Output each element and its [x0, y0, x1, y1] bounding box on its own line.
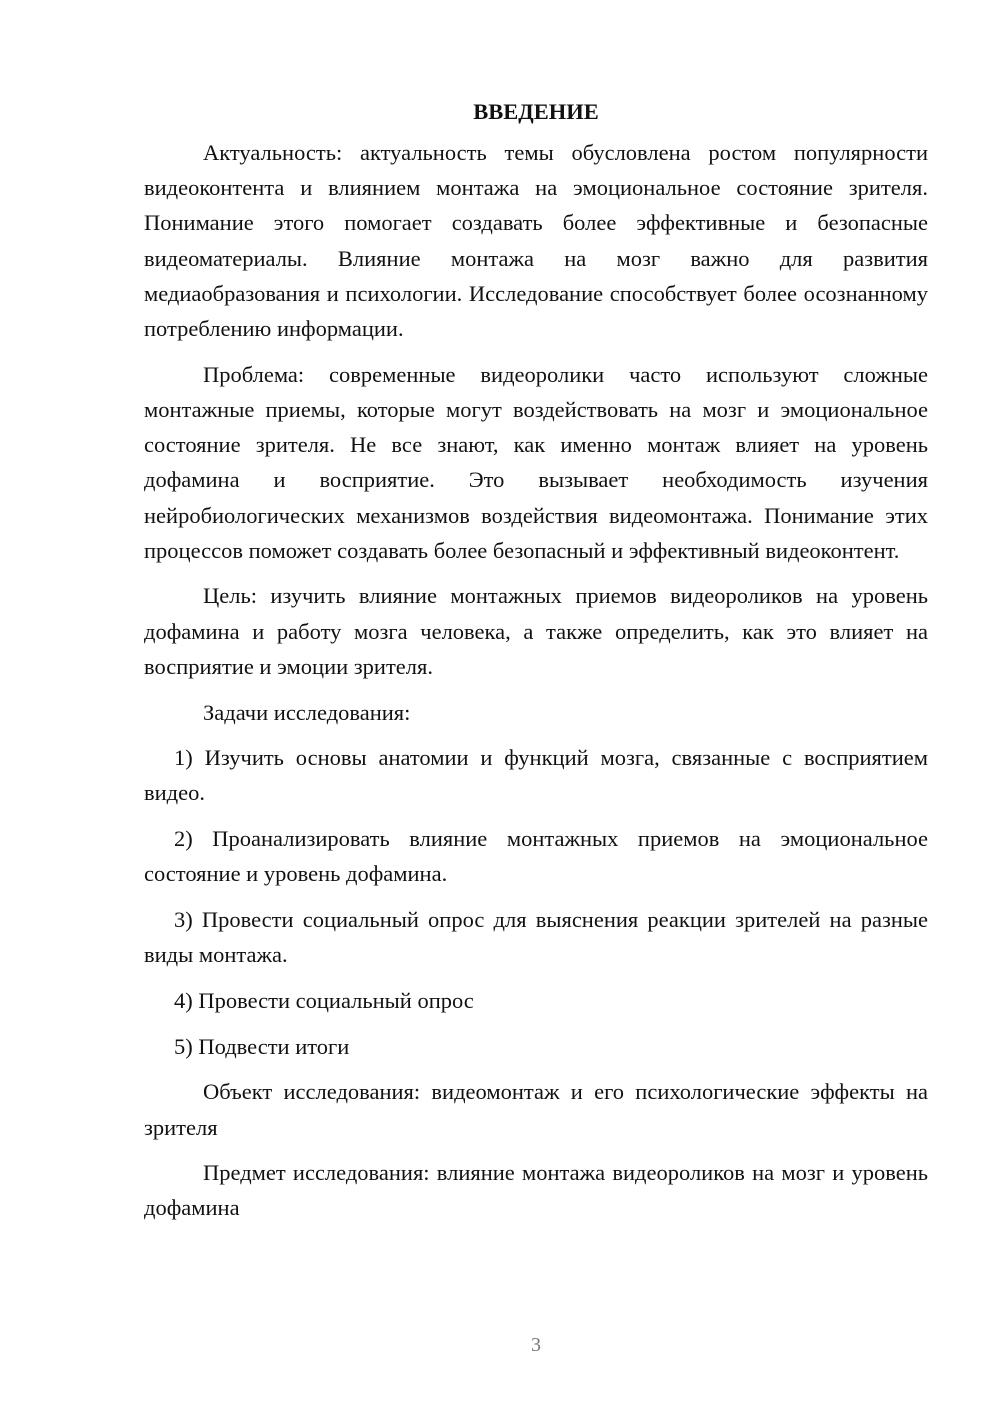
- page-number: 3: [531, 1334, 541, 1356]
- paragraph-object: Объект исследования: видеомонтаж и его психологические эффекты на зрителя: [144, 1079, 928, 1140]
- paragraph-problem: Проблема: современные видеоролики часто используют сложные монтажные приемы, которые могут воздействовать на мозг и эмоциональное состояние зрителя. Не все знают, как именно монтаж влияет на уровень дофамина и восприятие. Это вызывает необходимость изучения нейробиологических механизмов воздействия видеомонтажа. Понимание этих процессов поможет создавать более безопасный и эффективный видеоконтент.: [144, 361, 928, 563]
- paragraph-goal: Цель: изучить влияние монтажных приемов видеороликов на уровень дофамина и работу мозга человека, а также определить, как это влияет на восприятие и эмоции зрителя.: [144, 583, 928, 679]
- page-title: ВВЕДЕНИЕ: [473, 99, 599, 124]
- task-item-3: 3) Провести социальный опрос для выяснения реакции зрителей на разные виды монтажа.: [144, 907, 928, 968]
- task-item-5: 5) Подвести итоги: [174, 1033, 350, 1059]
- paragraph-subject: Предмет исследования: влияние монтажа видеороликов на мозг и уровень дофамина: [144, 1160, 928, 1221]
- paragraph-relevance: Актуальность: актуальность темы обусловлена ростом популярности видеоконтента и влиянием монтажа на эмоциональное состояние зрителя. Понимание этого помогает создавать более эффективные и безопасные видеоматериалы. Влияние монтажа на мозг важно для развития медиаобразования и психологии. Исследование способствует более осознанному потреблению информации.: [144, 140, 928, 342]
- page-content: [144, 94, 928, 1236]
- task-item-1: 1) Изучить основы анатомии и функций мозга, связанные с восприятием видео.: [144, 745, 928, 806]
- task-item-2: 2) Проанализировать влияние монтажных приемов на эмоциональное состояние и уровень дофамина.: [144, 826, 928, 887]
- task-item-4: 4) Провести социальный опрос: [174, 987, 474, 1013]
- tasks-heading: Задачи исследования:: [203, 699, 411, 725]
